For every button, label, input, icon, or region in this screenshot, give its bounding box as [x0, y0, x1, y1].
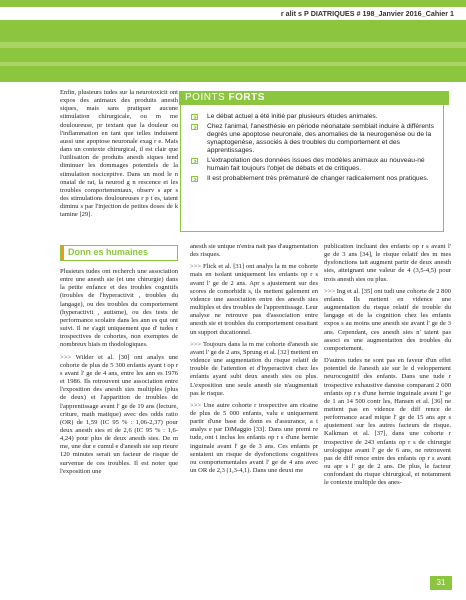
header-title-part2: s P DIATRIQUES # 198_Janvier 2016_Cahier 1 [298, 9, 454, 18]
list-item: Chez l'animal, l'anesthésie en période néonatale semblait induire à différents degrés une apoptose neuronale, des anomalies de la neurogenèse ou de la synaptogenèse, associés à des troubles du comportement et des apprentissages. [189, 123, 435, 155]
column-1-top [60, 89, 178, 224]
points-forts-title: POINTS FORTS [185, 92, 265, 103]
paragraph: Plusieurs tudes ont recherch une association entre une anesth sie (et une chirurgie) dans la petite enfance et des troubles cognitifs (troubles de l'hyperactivit , troubles du langage), ou des troubles du comportement (hyperactivit , autisme), ou des tests de performance scolaire dans les ann es qui ont suivi. Il ne s'agit uniquement que d' tudes r trospectives de cohortes, non exemptes de nombreux biais m thodologiques. [60, 268, 178, 349]
chevron-icon [191, 124, 198, 130]
paragraph: >>> Wilder et al. [30] ont analys une cohorte de plus de 5 300 enfants ayant t op r s avant l' ge de 4 ans, entre les ann es 1976 et 1986. Ils retrouvent une association entre l'exposition des anesth sies multiples (plus de deux) et l'apparition de troubles de l'apprentissage avant l' ge de 19 ans (lecture, criture, math matique) avec des odds ratio (OR) de 1,59 (IC 95 % : 1,06-2,37) pour deux anesth sies et de 2,6 (IC 95 % : 1,6-4,24) pour plus de deux anesth sies. De m me, une dur e cumul e d'anesth sie sup rieure 120 minutes serait un facteur de risque de survenue de ces troubles. Il est noter que l'exposition une [60, 353, 178, 475]
chevron-icon [191, 176, 198, 182]
section-accent-bar [61, 246, 64, 260]
points-forts-list [189, 113, 435, 185]
points-forts-header [179, 91, 449, 105]
header-title-part1: r alit [280, 9, 297, 18]
paragraph: Enfin, plusieurs tudes sur la neurotoxicit ont expos des animaux des produits anesth siques, mais sans pratiquer aucune stimulation chirurgicale, ou m me douloureuse, pr textant que la douleur ou l'inflammation en tant que telles induisent aussi une apoptose neuronale exag r e. Mais dans un contexte chirurgical, il est clair que l'utilisation de produits anesth siques tend diminuer les dommages potentiels de la stimulation nociceptive. Dans un mod le n onatal de rat, la neurod g n rescence et les troubles comportementaux, observ s apr s des stimulations douloureuses r p t es, taient diminu s par l'injection de petites doses de k tamine [29]. [60, 89, 178, 219]
list-item: Le débat actuel a été initié par plusieurs études animales. [189, 113, 435, 121]
points-forts-box [180, 92, 444, 232]
paragraph: >>> Flick et al. [31] ont analys la m me cohorte mais en isolant uniquement les enfants op r s avant l' ge de 2 ans. Apr s ajustement sur des scores de comorbidit s, ils mettent galement en vidence une association entre des anesth sies multiples et des troubles de l'apprentissage. Leur analyse ne retrouve pas d'association entre anesth sie et troubles du comportement cessitant un support ducationnel. [190, 263, 318, 336]
paragraph: >>> Une autre cohorte r trospective am ricaine de plus de 5 000 enfants, valu e uniquement partir d'une base de donn es d'assurance, a t analys e par DiMaggio [33]. Dans une premi re tude, ont t inclus les enfants op r s d'une hernie inguinale avant l' ge de 3 ans. Ces enfants pr sentaient un risque de dysfonctions cognitives ou comportementales avant l' ge de 4 ans avec un OR de 2,3 (1,3-4,1). Dans une deuxi me [190, 401, 318, 475]
chevron-icon [191, 158, 198, 164]
running-header [281, 9, 454, 18]
paragraph: >>> Toujours dans la m me cohorte d'anesth sie avant l' ge de 2 ans, Sprung et al. [32] mettent en vidence une augmentation du risque relatif de trouble de l'attention et d'hyperactivit chez les enfants ayant subi deux anesth sies ou plus. L'exposition une seule anesth sie n'augmentait pas le risque. [190, 340, 318, 397]
paragraph: >>> Ing et al. [35] ont tudi une cohorte de 2 800 enfants. Ils mettent en vidence une augmentation du risque relatif de trouble du langage et de la cognition chez les enfants expos s au moins une anesth sie avant l' ge de 3 ans. Cependant, ces anesth sies n' taient pas associ es une augmentation des troubles du comportement. [324, 287, 451, 352]
chevron-icon [191, 114, 198, 120]
banner-stripe [0, 62, 466, 66]
header-bar [0, 0, 466, 7]
paragraph: publication incluant des enfants op r s avant l' ge de 3 ans [34], le risque relatif des m mes dysfonctions tait augment partir de deux anesth sies, atteignant une valeur de 4 (3,5-4,5) pour trois anesth sies ou plus. [324, 243, 451, 283]
column-1 [60, 268, 178, 480]
top-banner [0, 20, 466, 82]
column-2 [190, 243, 318, 479]
banner-stripe [0, 42, 466, 48]
section-heading-box [60, 245, 178, 261]
page-number: 31 [430, 576, 452, 590]
list-item: L'extrapolation des données issues des modèles animaux au nouveau-né humain fait toujours l'objet de débats et de critiques. [189, 157, 435, 173]
column-3 [324, 243, 451, 492]
paragraph: anesth sie unique n'entra nait pas d'augmentation des risques. [190, 243, 318, 259]
section-title: Donn es humaines [68, 247, 149, 257]
paragraph: D'autres tudes ne sont pas en faveur d'un effet potentiel de l'anesth sie sur le d veloppement neurocognitif des enfants. Dans une tude r trospective exhaustive danoise comparant 2 600 enfants op r s d'une hernie inguinale avant l' ge de 1 an 14 500 contr les, Hansen et al. [36] ne mettent pas en vidence de diff rence de performance acad mique l' ge de 15 ans apr s ajustement sur les autres facteurs de risque. Kalkman et al. [37], dans une cohorte r trospective de 243 enfants op r s de chirurgie urologique avant l' ge de 6 ans, ne retrouvent pas de diff rence entre des enfants op r s avant ou apr s l' ge de 2 ans. De plus, le facteur confondant du risque chirurgical, et notamment le contexte multiple des anes- [324, 357, 451, 487]
list-item: Il est probablement très prématuré de changer radicalement nos pratiques. [189, 175, 435, 183]
